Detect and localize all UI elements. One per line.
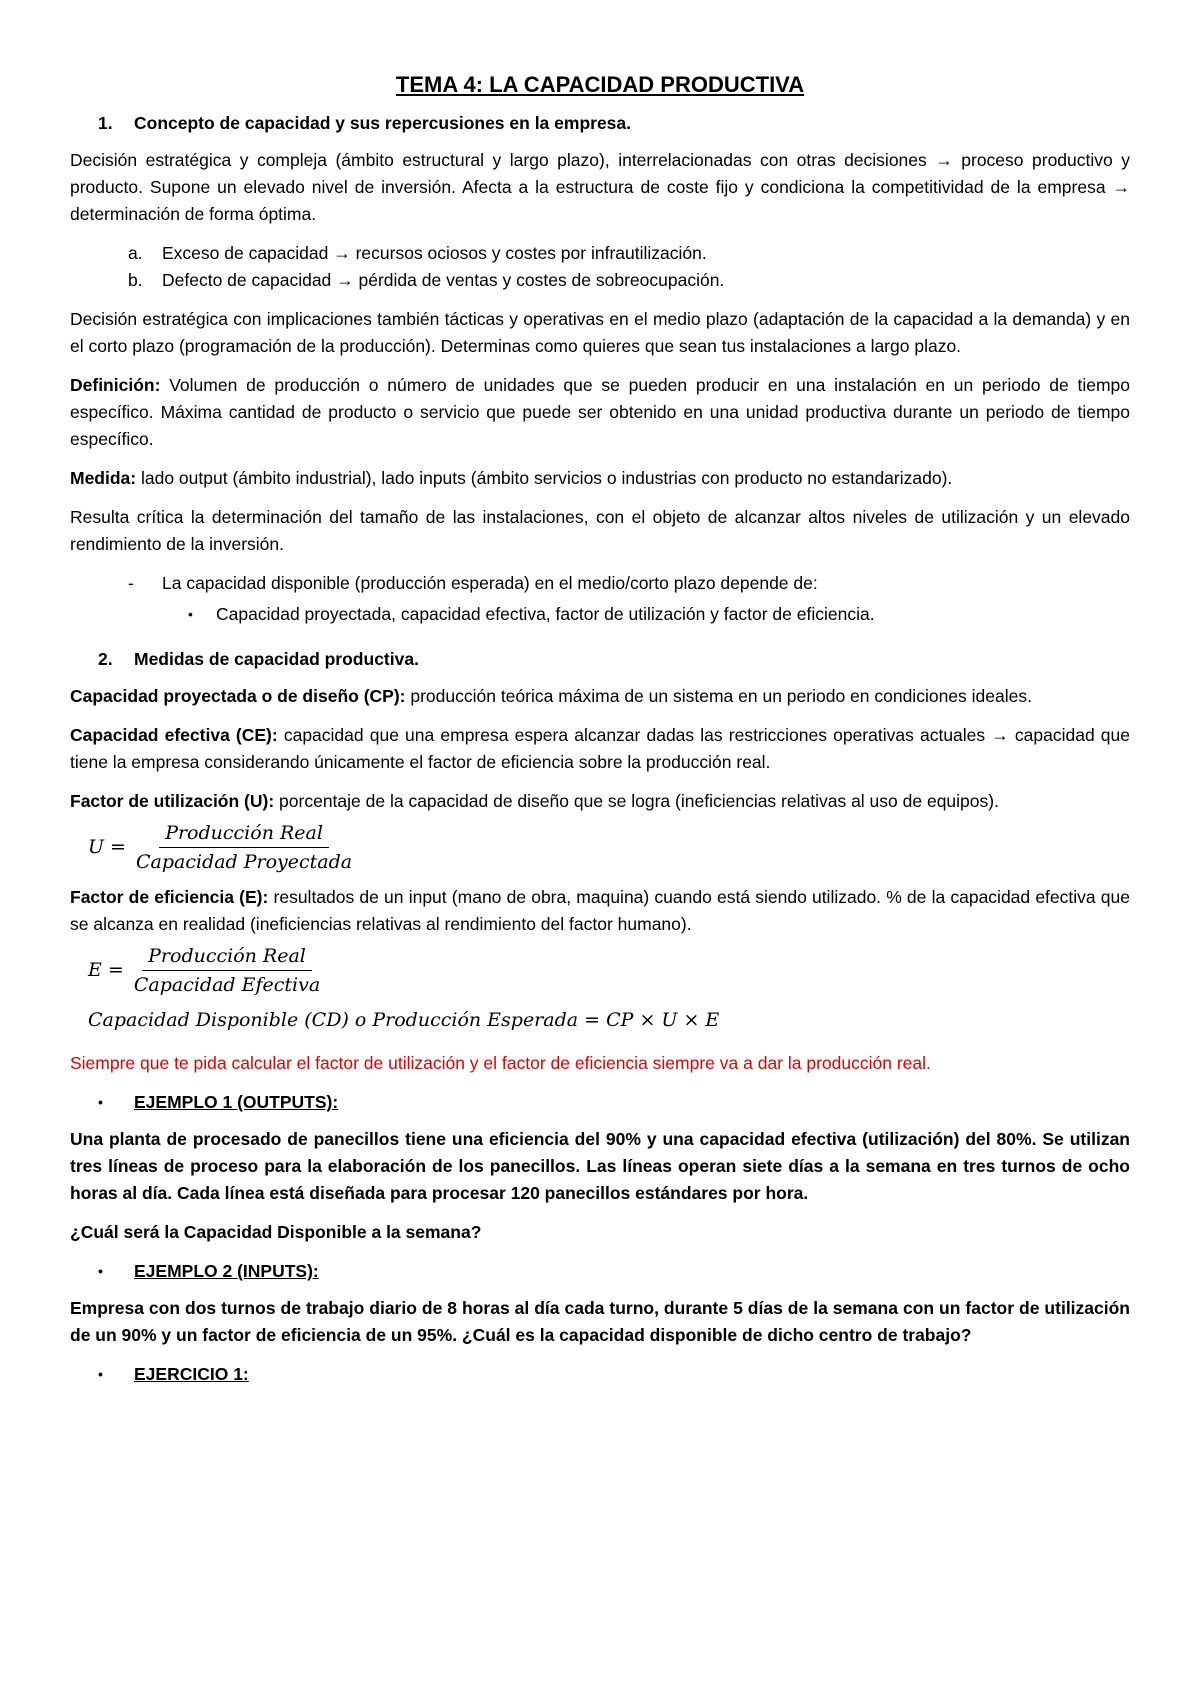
bullet-sublist (70, 601, 1130, 628)
list-item (128, 267, 1130, 294)
exercise-label: EJERCICIO 1: (134, 1364, 249, 1384)
paragraph-fu (70, 788, 1130, 815)
paragraph-decision: Decisión estratégica y compleja (ámbito estructural y largo plazo), interrelacionadas con otras decisiones → proceso productivo y producto. Supone un elevado nivel de inversión. Afecta a la estructura de coste fijo y condiciona la competitividad de la empresa → determinación de forma óptima. (70, 150, 1130, 224)
capacity-list (70, 240, 1130, 294)
measure-text: lado output (ámbito industrial), lado inputs (ámbito servicios o industrias con producto no estandarizado). (136, 468, 953, 488)
fraction-numerator: Producción Real (142, 944, 312, 971)
bullet-icon: • (98, 1263, 103, 1279)
formula-lhs: E = (88, 959, 124, 981)
bullet-icon: • (188, 606, 193, 622)
example-2-text: Empresa con dos turnos de trabajo diario de 8 horas al día cada turno, durante 5 días de la semana con un factor de utilización de un 90% y un factor de eficiencia de un 95%. ¿Cuál es la capacidad disponible de dicho centro de trabajo? (70, 1298, 1130, 1345)
list-item (128, 570, 1130, 597)
example-1-text: Una planta de procesado de panecillos tiene una eficiencia del 90% y una capacidad efectiva (utilización) del 80%. Se utilizan tres líneas de proceso para la elaboración de los panecillos. Las líneas operan siete días a la semana en tres turnos de ocho horas al día. Cada línea está diseñada para procesar 120 panecillos estándares por hora. (70, 1129, 1130, 1203)
formula-utilization (88, 821, 1130, 874)
list-text: Exceso de capacidad → recursos ociosos y costes por infrautilización. (162, 243, 707, 263)
cp-text: producción teórica máxima de un sistema en un periodo en condiciones ideales. (405, 686, 1032, 706)
example-label: EJEMPLO 1 (OUTPUTS): (134, 1092, 339, 1112)
formula-lhs: U = (88, 836, 126, 858)
example-1-question: ¿Cuál será la Capacidad Disponible a la semana? (70, 1222, 482, 1242)
fu-text: porcentaje de la capacidad de diseño que se logra (ineficiencias relativas al uso de equipos). (274, 791, 999, 811)
fraction-denominator: Capacidad Proyectada (135, 851, 353, 873)
bullet-icon: • (98, 1366, 103, 1382)
page-title: TEMA 4: LA CAPACIDAD PRODUCTIVA (395, 72, 805, 97)
fe-text: resultados de un input (mano de obra, maquina) cuando está siendo utilizado. % de la capacidad efectiva que se alcanza en realidad (ineficiencias relativas al rendimiento del factor humano). (70, 887, 1130, 934)
paragraph-critical: Resulta crítica la determinación del tamaño de las instalaciones, con el objeto de alcanzar altos niveles de utilización y un elevado rendimiento de la inversión. (70, 507, 1130, 554)
definition-text: Volumen de producción o número de unidades que se pueden producir en una instalación en un periodo de tiempo específico. Máxima cantidad de producto o servicio que puede ser obtenido en una unidad productiva durante un periodo de tiempo específico. (70, 375, 1130, 449)
bullet-icon: • (98, 1094, 103, 1110)
example-label: EJEMPLO 2 (INPUTS): (134, 1261, 319, 1281)
formula-efficiency (88, 944, 1130, 997)
list-marker: b. (128, 270, 143, 290)
cp-label: Capacidad proyectada o de diseño (CP): (70, 686, 406, 706)
fu-label: Factor de utilización (U): (70, 791, 275, 811)
formula-available-capacity: Capacidad Disponible (CD) o Producción Esperada = CP × U × E (88, 1009, 720, 1031)
exercise-1-heading (98, 1361, 1130, 1388)
section-1-heading (70, 110, 1130, 137)
paragraph-ce (70, 722, 1130, 776)
list-text: La capacidad disponible (producción esperada) en el medio/corto plazo depende de: (162, 573, 818, 593)
red-note: Siempre que te pida calcular el factor de utilización y el factor de eficiencia siempre va a dar la producción real. (70, 1053, 931, 1073)
list-item (128, 240, 1130, 267)
fraction-numerator: Producción Real (159, 821, 329, 848)
fe-label: Factor de eficiencia (E): (70, 887, 269, 907)
section-title: Concepto de capacidad y sus repercusiones en la empresa. (134, 113, 631, 133)
section-number: 1. (98, 113, 113, 133)
example-1-heading (98, 1089, 1130, 1116)
paragraph-cp (70, 683, 1130, 710)
list-marker: a. (128, 243, 143, 263)
list-text: Capacidad proyectada, capacidad efectiva, factor de utilización y factor de eficiencia. (216, 604, 875, 624)
section-title: Medidas de capacidad productiva. (134, 649, 419, 669)
fraction (130, 821, 358, 874)
paragraph-strategic: Decisión estratégica con implicaciones también tácticas y operativas en el medio plazo (adaptación de la capacidad a la demanda) y en el corto plazo (programación de la producción). Determinas como quieres que sean tus instalaciones a largo plazo. (70, 309, 1130, 356)
fraction (128, 944, 326, 997)
fraction-denominator: Capacidad Efectiva (133, 974, 321, 996)
list-text: Defecto de capacidad → pérdida de ventas y costes de sobreocupación. (162, 270, 725, 290)
definition-label: Definición: (70, 375, 161, 395)
paragraph-fe (70, 884, 1130, 938)
ce-label: Capacidad efectiva (CE): (70, 725, 278, 745)
example-2-heading (98, 1258, 1130, 1285)
section-number: 2. (98, 649, 113, 669)
dash-list (70, 570, 1130, 597)
ce-text: capacidad que una empresa espera alcanzar dadas las restricciones operativas actuales → capacidad que tiene la empresa considerando únicamente el factor de eficiencia sobre la producción real. (70, 725, 1130, 772)
measure-label: Medida: (70, 468, 137, 488)
paragraph-definition (70, 372, 1130, 453)
paragraph-measure (70, 465, 1130, 492)
list-item (188, 601, 1130, 628)
section-2-heading (70, 646, 1130, 673)
list-marker: - (128, 573, 134, 593)
